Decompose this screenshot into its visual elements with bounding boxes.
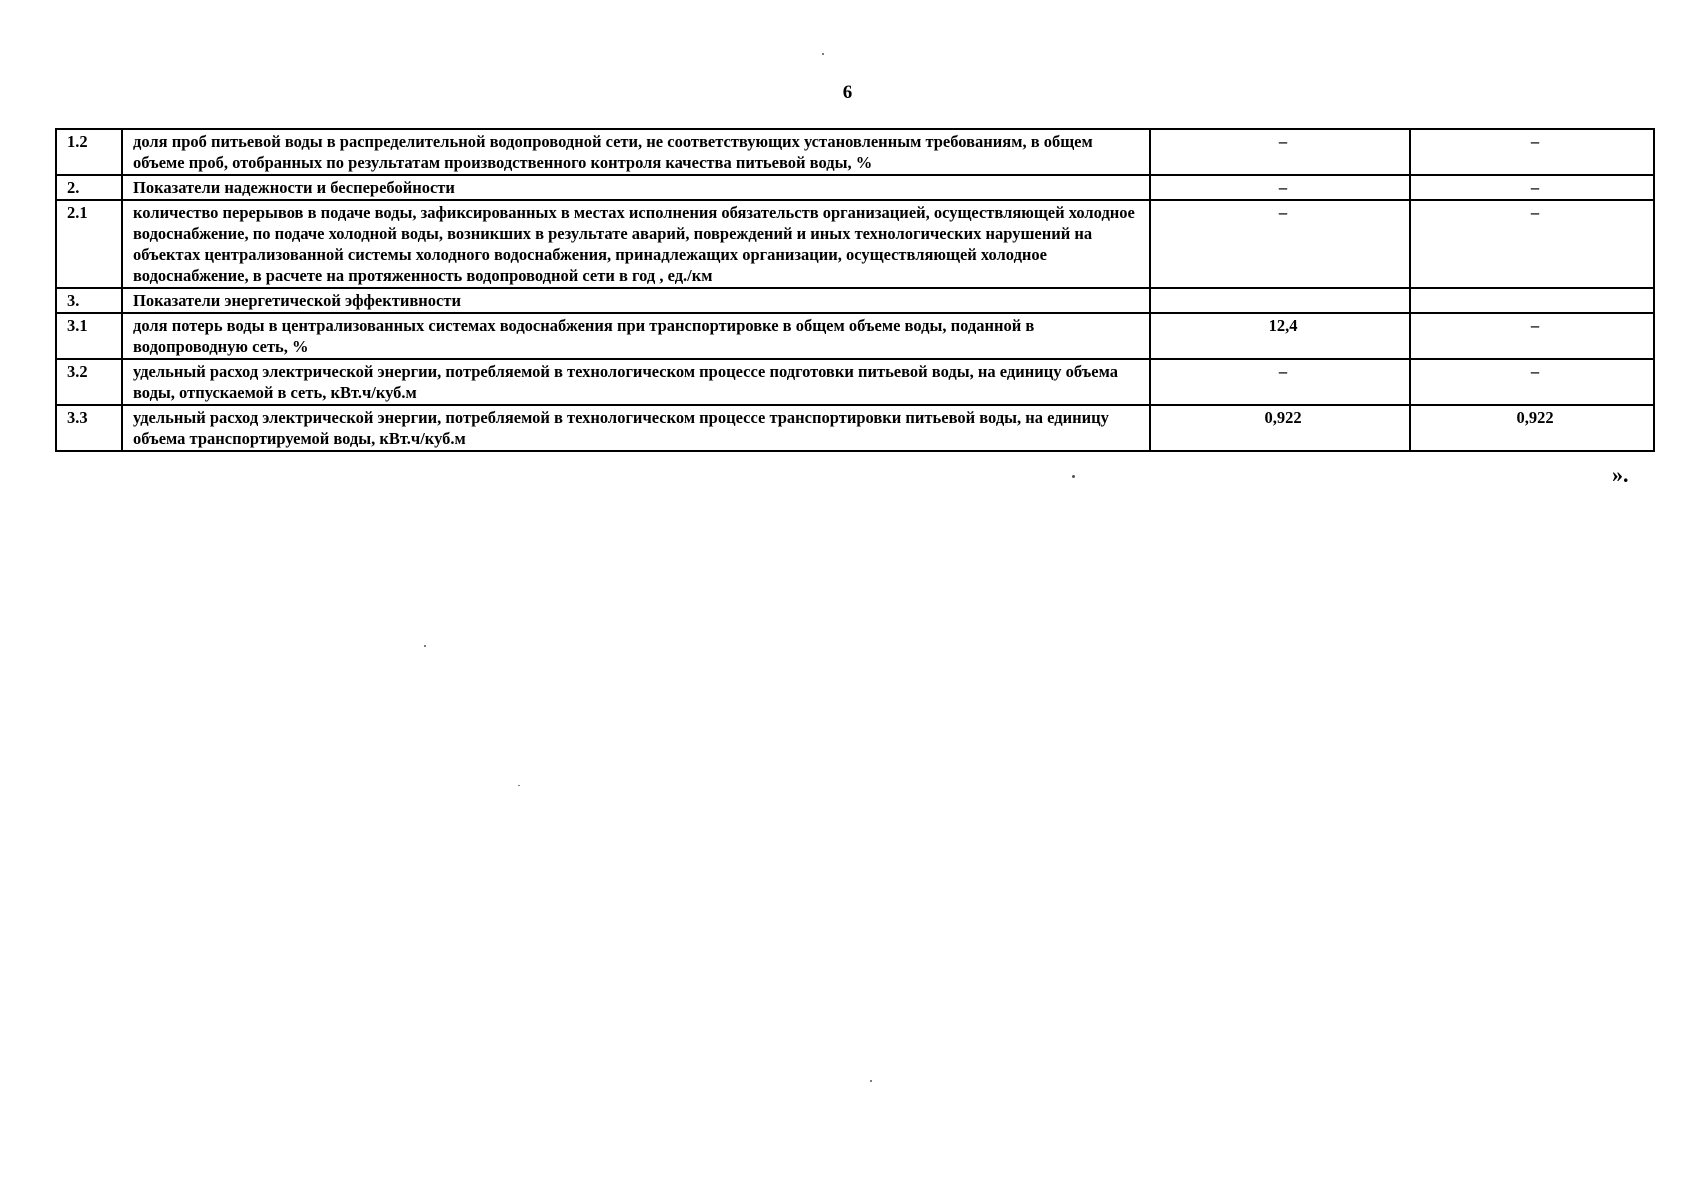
table-row <box>56 288 1654 313</box>
row-value-1: – <box>1150 359 1410 405</box>
row-number: 1.2 <box>56 129 122 175</box>
table-row <box>56 405 1654 451</box>
row-description: количество перерывов в подаче воды, зафиксированных в местах исполнения обязательств организацией, осуществляющей холодное водоснабжение, по подаче холодной воды, возникших в результате аварий, повреждений и иных технологических нарушений на объектах централизованной системы холодного водоснабжения, принадлежащих организации, осуществляющей холодное водоснабжение, в расчете на протяженность водопроводной сети в год , ед./км <box>122 200 1150 288</box>
table-row <box>56 129 1654 175</box>
indicators-table <box>55 128 1655 452</box>
row-value-2: – <box>1410 359 1654 405</box>
row-value-2: – <box>1410 200 1654 288</box>
row-description: Показатели энергетической эффективности <box>122 288 1150 313</box>
row-number: 2. <box>56 175 122 200</box>
row-description: доля проб питьевой воды в распределительной водопроводной сети, не соответствующих установленным требованиям, в общем объеме проб, отобранных по результатам производственного контроля качества питьевой воды, % <box>122 129 1150 175</box>
scan-speck <box>424 645 426 647</box>
row-value-2: – <box>1410 175 1654 200</box>
row-description: доля потерь воды в централизованных системах водоснабжения при транспортировке в общем объеме воды, поданной в водопроводную сеть, % <box>122 313 1150 359</box>
row-value-1: – <box>1150 200 1410 288</box>
row-description: Показатели надежности и бесперебойности <box>122 175 1150 200</box>
row-description: удельный расход электрической энергии, потребляемой в технологическом процессе подготовки питьевой воды, на единицу объема воды, отпускаемой в сеть, кВт.ч/куб.м <box>122 359 1150 405</box>
row-value-1: 12,4 <box>1150 313 1410 359</box>
scan-speck <box>870 1080 872 1082</box>
table-row <box>56 175 1654 200</box>
row-number: 3.1 <box>56 313 122 359</box>
row-description: удельный расход электрической энергии, потребляемой в технологическом процессе транспортировки питьевой воды, на единицу объема транспортируемой воды, кВт.ч/куб.м <box>122 405 1150 451</box>
row-number: 3.2 <box>56 359 122 405</box>
table-row <box>56 359 1654 405</box>
table-row <box>56 313 1654 359</box>
page-number: 6 <box>842 82 853 103</box>
row-value-2: – <box>1410 313 1654 359</box>
row-number: 3.3 <box>56 405 122 451</box>
closing-quote-mark: ». <box>1612 462 1629 487</box>
row-value-2 <box>1410 288 1654 313</box>
row-value-1: – <box>1150 129 1410 175</box>
row-number: 2.1 <box>56 200 122 288</box>
row-value-2: – <box>1410 129 1654 175</box>
row-number: 3. <box>56 288 122 313</box>
scan-speck <box>518 785 520 786</box>
row-value-1 <box>1150 288 1410 313</box>
row-value-1: 0,922 <box>1150 405 1410 451</box>
scan-speck <box>1072 475 1075 478</box>
table-row <box>56 200 1654 288</box>
row-value-2: 0,922 <box>1410 405 1654 451</box>
scan-speck <box>822 53 824 55</box>
row-value-1: – <box>1150 175 1410 200</box>
